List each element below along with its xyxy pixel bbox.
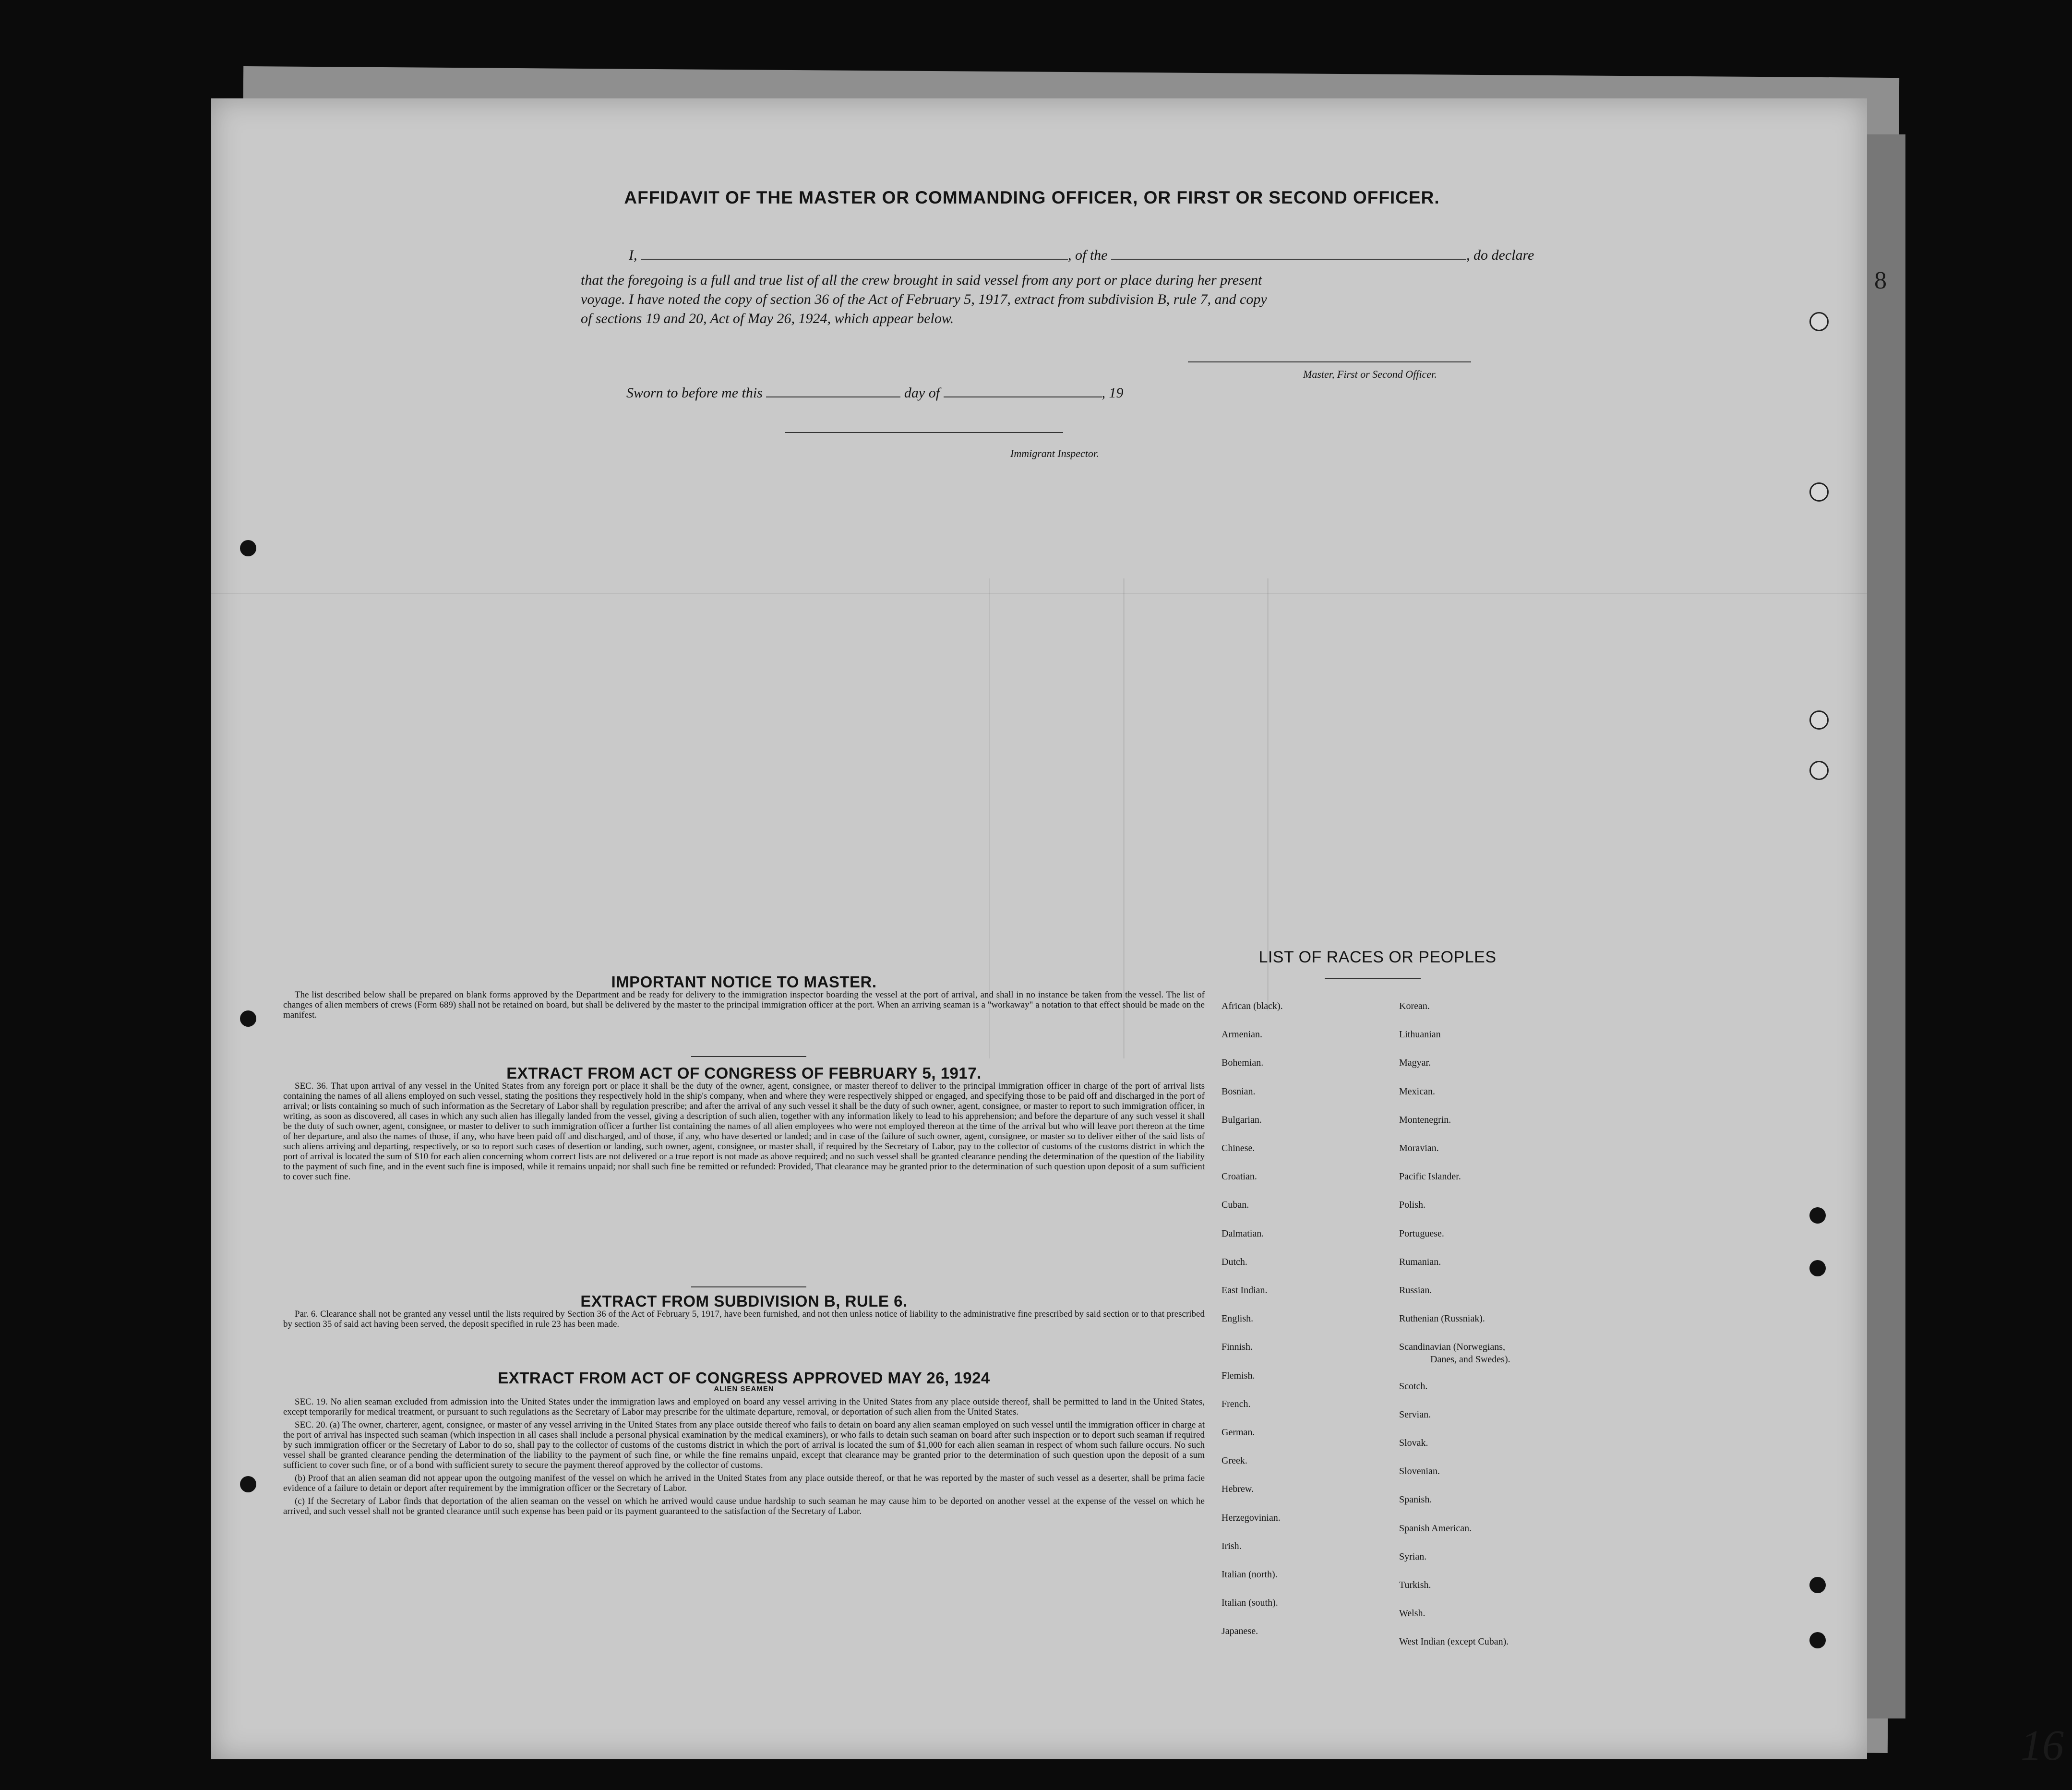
race-item: Welsh.: [1399, 1608, 1425, 1619]
race-item: West Indian (except Cuban).: [1399, 1636, 1509, 1647]
race-item: Polish.: [1399, 1200, 1426, 1210]
race-item: Rumanian.: [1399, 1257, 1441, 1267]
race-item: Greek.: [1222, 1455, 1247, 1466]
race-item: Dalmatian.: [1222, 1228, 1264, 1239]
race-item: Chinese.: [1222, 1143, 1255, 1153]
race-item: Japanese.: [1222, 1626, 1258, 1636]
master-signature-label: Master, First or Second Officer.: [1303, 368, 1437, 380]
sec-20b-text: (b) Proof that an alien seaman did not appear upon the outgoing manifest of the vessel on which he arrived in the United States from any place outside thereof, or that he was reported by the master of such vessel as a deserter, shall be prima facie evidence of a failure to detain or deport after requirement by the immigration officer or the Secretary of Labor.: [283, 1473, 1205, 1493]
page-number: 16: [2021, 1722, 2064, 1769]
race-item: Portuguese.: [1399, 1228, 1444, 1239]
race-item: Turkish.: [1399, 1580, 1431, 1590]
race-item: Bohemian.: [1222, 1057, 1264, 1068]
extract-1924: [283, 1369, 1205, 1516]
extract-subdivision-b: [283, 1292, 1205, 1329]
race-item: Servian.: [1399, 1409, 1431, 1420]
race-item: Hebrew.: [1222, 1484, 1254, 1494]
race-item: Slovenian.: [1399, 1466, 1440, 1477]
race-item: Korean.: [1399, 1001, 1430, 1011]
extract-1924-title: EXTRACT FROM ACT OF CONGRESS APPROVED MAY 26, 1924: [498, 1369, 990, 1387]
affidavit-line-3: voyage. I have noted the copy of section 36 of the Act of February 5, 1917, extract from subdivision B, rule 7, and copy: [581, 291, 1267, 307]
race-item: Magyar.: [1399, 1057, 1431, 1068]
punch-hole: [1809, 312, 1829, 331]
punch-hole: [240, 1476, 256, 1492]
race-item: English.: [1222, 1313, 1254, 1324]
margin-mark: 8: [1874, 267, 1887, 294]
section-divider: [691, 1286, 806, 1287]
master-signature-line: [1188, 361, 1471, 362]
important-notice: [283, 973, 1205, 1020]
race-item: French.: [1222, 1399, 1251, 1409]
race-item: Herzegovinian.: [1222, 1513, 1281, 1523]
race-item: Mexican.: [1399, 1086, 1435, 1097]
affidavit-i: I,: [629, 247, 637, 263]
punch-hole: [240, 1010, 256, 1027]
year-label: , 19: [1102, 385, 1124, 401]
race-item: Russian.: [1399, 1285, 1432, 1296]
document-page: [211, 98, 2064, 1769]
race-item: Italian (south).: [1222, 1598, 1278, 1608]
extract-1917-text: SEC. 36. That upon arrival of any vessel in the United States from any foreign port or place it shall be the duty of the owner, agent, consignee, or master thereof to deliver to the principal immigration officer in charge of the port of arrival lists containing the names of all aliens employed on such vessel, stating the positions they respectively hold in the ship's company, when and where they were respectively shipped or engaged, and specifying those to be paid off and discharged in the port of arrival; or lists containing so much of such information as the Secretary of Labor shall by regulation prescribe; and after the arrival of any such vessel it shall be the duty of such owner, agent, consignee, or master to report to such immigration officer, in writing, as soon as discovered, all cases in which any such alien has illegally landed from the vessel, giving a description of such alien, together with any information likely to lead to his apprehension; and before the departure of any such vessel it shall be the duty of such owner, agent, consignee, or master to deliver to such immigration officer a further list containing the names of all alien employees who were not employed thereon at the time of the arrival but who will leave port thereon at the time of her departure, and also the names of those, if any, who have been paid off and discharged, and of those, if any, who have deserted or landed; and in case of the failure of such owner, agent, consignee, or master so to deliver either of the said lists of such aliens arriving and departing, respectively, or so to report such cases of desertion or landing, such owner, agent, consignee, or master shall, if required by the Secretary of Labor, pay to the collector of customs of the customs district in which the port of arrival is located the sum of $10 for each alien concerning whom correct lists are not delivered or a true report is not made as above required; and no such vessel shall be granted clearance pending the determination of the question of the liability to the payment of such fine, and in the event such fine is imposed, while it remains unpaid; nor shall such fine be remitted or refunded: Provided, That clearance may be granted prior to the determination of such question upon deposit of a sum sufficient to cover such fine.: [283, 1081, 1205, 1182]
inspector-signature-label: Immigrant Inspector.: [1010, 447, 1099, 459]
race-item: East Indian.: [1222, 1285, 1268, 1296]
race-item: Bulgarian.: [1222, 1115, 1262, 1125]
race-item: Ruthenian (Russniak).: [1399, 1313, 1485, 1324]
sworn-line: [626, 383, 1250, 404]
race-item: Slovak.: [1399, 1438, 1428, 1448]
race-item: Italian (north).: [1222, 1569, 1278, 1580]
race-item: Lithuanian: [1399, 1029, 1441, 1040]
race-item: Flemish.: [1222, 1370, 1255, 1381]
race-item: Spanish American.: [1399, 1523, 1472, 1534]
punch-hole: [1809, 710, 1829, 730]
sec-20c-text: (c) If the Secretary of Labor finds that deportation of the alien seaman on the vessel on which he arrived would cause undue hardship to such seaman he may cause him to be deported on another vessel at the expense of the vessel on which he arrived, and such vessel shall not be granted clearance until such expense has been paid or its payment guaranteed to the satisfaction of the Secretary of Labor.: [283, 1496, 1205, 1516]
sec-19-text: SEC. 19. No alien seaman excluded from admission into the United States under the immigration laws and employed on board any vessel arriving in the United States from any place outside thereof, shall be permitted to land in the United States, except temporarily for medical treatment, or pursuant to such regulations as the Secretary of Labor may prescribe for the ultimate departure, removal, or deportation of such alien from the United States.: [283, 1397, 1205, 1417]
affidavit-do-declare: , do declare: [1466, 247, 1534, 263]
race-item: German.: [1222, 1427, 1255, 1438]
punch-hole: [1809, 1207, 1826, 1224]
affidavit-of-the: , of the: [1068, 247, 1108, 263]
section-divider: [691, 1056, 806, 1057]
extract-1924-subtitle: ALIEN SEAMEN: [714, 1385, 774, 1393]
race-item: Syrian.: [1399, 1551, 1427, 1562]
race-item: Bosnian.: [1222, 1086, 1256, 1097]
races-divider: [1325, 978, 1421, 979]
race-item: Moravian.: [1399, 1143, 1439, 1153]
affidavit-title: AFFIDAVIT OF THE MASTER OR COMMANDING OFFICER, OR FIRST OR SECOND OFFICER.: [624, 188, 1440, 207]
race-item-continuation: Danes, and Swedes).: [1430, 1354, 1510, 1365]
affidavit-line-2: that the foregoing is a full and true list of all the crew brought in said vessel from any port or place during her present: [581, 272, 1262, 288]
race-item: Armenian.: [1222, 1029, 1262, 1040]
race-item: Montenegrin.: [1399, 1115, 1451, 1125]
extract-1917-title: EXTRACT FROM ACT OF CONGRESS OF FEBRUARY 5, 1917.: [506, 1064, 982, 1082]
notice-text: The list described below shall be prepared on blank forms approved by the Department and be ready for delivery to the immigration inspector boarding the vessel at the port of arrival, and shall in no instance be taken from the vessel. The list of changes of alien members of crews (Form 689) shall not be retained on board, but shall be delivered by the master to the principal immigration officer at the port. When an arriving seaman is a "workaway" a notation to that effect should be made on the manifest.: [283, 990, 1205, 1020]
race-item: Cuban.: [1222, 1200, 1249, 1210]
extract-1917: [283, 1064, 1205, 1182]
affidavit-declaration-line: [629, 245, 1733, 266]
notice-title: IMPORTANT NOTICE TO MASTER.: [611, 973, 877, 991]
punch-hole: [1809, 761, 1829, 780]
inspector-signature-line: [785, 432, 1063, 433]
race-item: Irish.: [1222, 1541, 1242, 1551]
punch-hole: [1809, 1260, 1826, 1276]
affidavit-line-4: of sections 19 and 20, Act of May 26, 1924, which appear below.: [581, 311, 954, 326]
races-title: LIST OF RACES OR PEOPLES: [1258, 948, 1497, 966]
subdivision-b-title: EXTRACT FROM SUBDIVISION B, RULE 6.: [580, 1292, 908, 1310]
punch-hole: [1809, 482, 1829, 502]
race-item: Scandinavian (Norwegians,: [1399, 1342, 1506, 1352]
race-item: African (black).: [1222, 1001, 1283, 1011]
race-item: Spanish.: [1399, 1494, 1432, 1505]
subdivision-b-text: Par. 6. Clearance shall not be granted any vessel until the lists required by Section 36 of the Act of February 5, 1917, have been furnished, and not then unless notice of liability to the administrative fine prescribed by said section or to that prescribed by section 35 of said act having been served, the deposit specified in rule 23 has been made.: [283, 1309, 1205, 1329]
race-item: Finnish.: [1222, 1342, 1253, 1352]
race-item: Croatian.: [1222, 1171, 1257, 1182]
day-of-label: day of: [904, 385, 940, 401]
punch-hole: [240, 540, 256, 556]
sworn-label: Sworn to before me this: [626, 385, 763, 401]
punch-hole: [1809, 1632, 1826, 1648]
race-item: Scotch.: [1399, 1381, 1428, 1392]
punch-hole: [1809, 1577, 1826, 1593]
race-item: Dutch.: [1222, 1257, 1247, 1267]
sec-20a-text: SEC. 20. (a) The owner, charterer, agent, consignee, or master of any vessel arriving in the United States from any place outside thereof who fails to detain on board any alien seaman employed on such vessel until the immigration officer in charge at the port of arrival has inspected such seaman (which inspection in all cases shall include a personal physical examination by the medical examiners), or who fails to detain such seaman on board after such inspection or to deport such seaman if required by such immigration officer or the Secretary of Labor to do so, shall pay to the collector of customs of the customs district in which the port of arrival is located the sum of $1,000 for each alien seaman in respect of whom such failure occurs. No such vessel shall be granted clearance pending the determination of the liability to the payment of such fine, or while the fine remains unpaid, except that clearance may be granted prior to the determination of such question upon the deposit of a sum sufficient to cover such fine, or of a bond with sufficient surety to secure the payment thereof approved by the collector of customs.: [283, 1420, 1205, 1470]
race-item: Pacific Islander.: [1399, 1171, 1461, 1182]
